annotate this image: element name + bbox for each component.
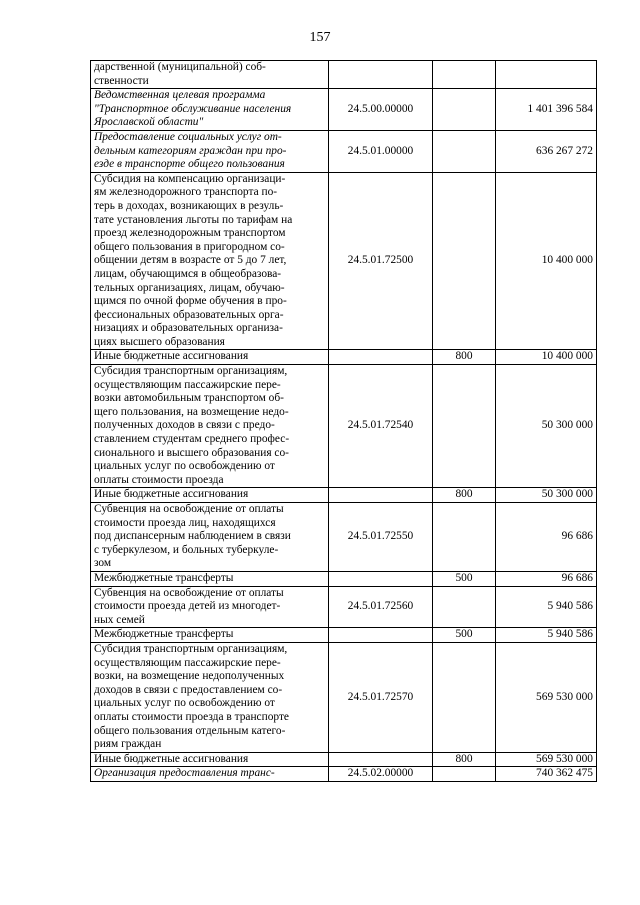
row-code-cell <box>329 503 433 572</box>
row-code-cell <box>329 350 433 365</box>
row-expense-type-cell <box>433 586 496 628</box>
row-expense-type-text: 800 <box>455 350 473 363</box>
table-row <box>91 752 597 767</box>
row-amount-text: 740 362 475 <box>536 767 593 780</box>
table-row <box>91 89 597 131</box>
row-amount-cell <box>496 767 597 782</box>
row-expense-type-cell <box>433 571 496 586</box>
row-name-cell <box>91 172 329 350</box>
row-code-cell <box>329 488 433 503</box>
row-expense-type-cell <box>433 752 496 767</box>
row-code-cell <box>329 628 433 643</box>
row-name-cell <box>91 350 329 365</box>
row-code-cell <box>329 752 433 767</box>
row-name-cell <box>91 503 329 572</box>
row-expense-type-text: 500 <box>455 571 473 584</box>
row-amount-cell <box>496 130 597 172</box>
row-amount-cell <box>496 642 597 752</box>
row-code-cell <box>329 642 433 752</box>
row-name-text: Иные бюджетные ассигнования <box>94 752 249 765</box>
row-name-cell <box>91 642 329 752</box>
row-name-text: дарственной (муниципальной) соб- ственности <box>94 61 266 87</box>
row-name-text: Ведомственная целевая программа "Транспортное обслуживание населения Ярославской области" <box>94 89 292 129</box>
row-expense-type-cell <box>433 130 496 172</box>
row-name-text: Субсидия транспортным организациям, осуществляющим пассажирские пере- возки, на возмещение недополученных доходов в связи с предоставлением со- циальных услуг по освобождению от оплаты стоимости проезда в транспорте общего пользования отдельным катего- риям граждан <box>94 642 289 751</box>
row-amount-cell <box>496 89 597 131</box>
page-number: 157 <box>309 30 331 45</box>
row-code-cell <box>329 172 433 350</box>
row-expense-type-cell <box>433 89 496 131</box>
row-name-cell <box>91 130 329 172</box>
row-name-cell <box>91 767 329 782</box>
row-code-cell <box>329 571 433 586</box>
row-amount-cell <box>496 350 597 365</box>
row-amount-text: 10 400 000 <box>541 350 593 363</box>
row-expense-type-cell <box>433 61 496 89</box>
row-name-text: Межбюджетные трансферты <box>94 571 234 584</box>
row-code-text: 24.5.01.72570 <box>347 690 414 703</box>
row-name-cell <box>91 488 329 503</box>
row-expense-type-cell <box>433 503 496 572</box>
row-amount-cell <box>496 172 597 350</box>
row-amount-cell <box>496 61 597 89</box>
row-name-cell <box>91 61 329 89</box>
row-expense-type-cell <box>433 365 496 488</box>
budget-table-body <box>91 61 597 782</box>
budget-table <box>90 60 597 782</box>
table-row <box>91 172 597 350</box>
row-expense-type-cell <box>433 488 496 503</box>
row-amount-text: 1 401 396 584 <box>527 102 593 115</box>
row-code-cell <box>329 61 433 89</box>
row-expense-type-text: 500 <box>455 628 473 641</box>
row-amount-text: 569 530 000 <box>536 752 593 765</box>
row-amount-text: 50 300 000 <box>541 419 593 432</box>
table-row <box>91 586 597 628</box>
table-row <box>91 488 597 503</box>
row-name-text: Субвенция на освобождение от оплаты стоимости проезда детей из многодет- ных семей <box>94 586 284 626</box>
row-name-cell <box>91 586 329 628</box>
row-expense-type-cell <box>433 642 496 752</box>
table-row <box>91 365 597 488</box>
row-name-cell <box>91 571 329 586</box>
row-name-text: Межбюджетные трансферты <box>94 628 234 641</box>
row-amount-cell <box>496 503 597 572</box>
row-amount-text: 5 940 586 <box>547 628 593 641</box>
table-row <box>91 628 597 643</box>
table-row <box>91 61 597 89</box>
row-name-text: Организация предоставления транс- <box>94 767 275 780</box>
row-code-cell <box>329 586 433 628</box>
row-code-text: 24.5.01.72500 <box>347 254 414 267</box>
row-name-cell <box>91 628 329 643</box>
row-name-text: Субсидия на компенсацию организаци- ям железнодорожного транспорта по- терь в доходах, возникающих в резуль- тате установления льготы по тарифам на проезд железнодорожным транспортом общего пользования в пригородном со- общении детям в возрасте от 5 до 7 лет, лицам, обучающимся в общеобразова- тельных организациях, лицам, обучаю- щимся по очной форме обучения в про- фессиональных образовательных орга- низациях и образовательных организа- циях высшего образования <box>94 172 293 348</box>
row-amount-text: 96 686 <box>561 571 593 584</box>
row-amount-text: 636 267 272 <box>536 144 593 157</box>
row-amount-cell <box>496 752 597 767</box>
table-row <box>91 571 597 586</box>
row-amount-text: 10 400 000 <box>541 254 593 267</box>
table-row <box>91 130 597 172</box>
row-code-cell <box>329 89 433 131</box>
table-row <box>91 503 597 572</box>
row-amount-text: 96 686 <box>561 530 593 543</box>
row-name-text: Предоставление социальных услуг от- дельным категориям граждан при про- езде в транспорте общего пользования <box>94 130 287 171</box>
row-name-text: Субсидия транспортным организациям, осуществляющим пассажирские пере- возки автомобильным транспортом об- щего пользования, на возмещение недо- полученных доходов в связи с предо- ставлением студентам среднего профес- сионального и высшего образования со- циальных услуг по освобождению от оплаты стоимости проезда <box>94 365 290 486</box>
row-name-text: Иные бюджетные ассигнования <box>94 350 249 363</box>
row-amount-text: 5 940 586 <box>547 600 593 613</box>
row-code-text: 24.5.01.72540 <box>347 419 414 432</box>
row-expense-type-cell <box>433 172 496 350</box>
row-amount-text: 50 300 000 <box>541 488 593 501</box>
row-name-cell <box>91 89 329 131</box>
row-expense-type-cell <box>433 767 496 782</box>
row-amount-cell <box>496 488 597 503</box>
row-expense-type-text: 800 <box>455 752 473 765</box>
table-row <box>91 350 597 365</box>
row-amount-cell <box>496 571 597 586</box>
row-code-text: 24.5.00.00000 <box>347 102 414 115</box>
row-expense-type-text: 800 <box>455 488 473 501</box>
row-name-cell <box>91 752 329 767</box>
row-amount-text: 569 530 000 <box>536 690 593 703</box>
row-code-text: 24.5.02.00000 <box>347 767 414 780</box>
row-code-cell <box>329 365 433 488</box>
row-expense-type-cell <box>433 350 496 365</box>
row-code-text: 24.5.01.72550 <box>347 530 414 543</box>
table-row <box>91 767 597 782</box>
row-amount-cell <box>496 628 597 643</box>
row-code-text: 24.5.01.72560 <box>347 600 414 613</box>
row-name-text: Субвенция на освобождение от оплаты стоимости проезда лиц, находящихся под диспансерным наблюдением в связи с туберкулезом, и больных туберкуле- зом <box>94 503 291 570</box>
row-expense-type-cell <box>433 628 496 643</box>
row-name-cell <box>91 365 329 488</box>
row-code-cell <box>329 130 433 172</box>
row-name-text: Иные бюджетные ассигнования <box>94 488 249 501</box>
row-code-text: 24.5.01.00000 <box>347 144 414 157</box>
row-amount-cell <box>496 586 597 628</box>
table-row <box>91 642 597 752</box>
row-amount-cell <box>496 365 597 488</box>
row-code-cell <box>329 767 433 782</box>
